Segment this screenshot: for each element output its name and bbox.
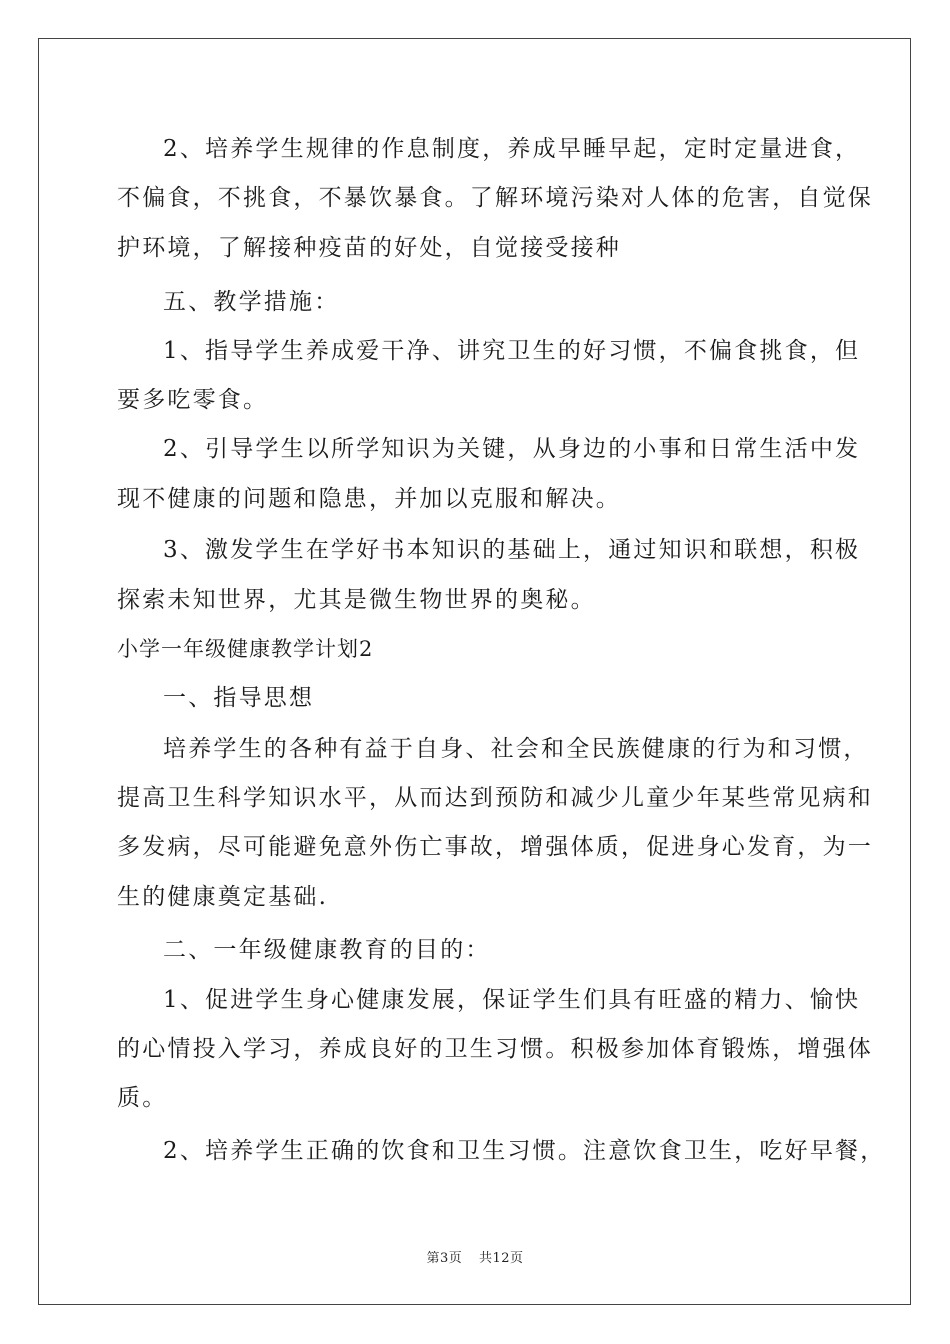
paragraph-line: 提高卫生科学知识水平，从而达到预防和减少儿童少年某些常见病和 (117, 785, 873, 811)
paragraph-line: 护环境，了解接种疫苗的好处，自觉接受接种 (117, 235, 621, 261)
paragraph-line: 探索未知世界，尤其是微生物世界的奥秘。 (117, 587, 596, 613)
paragraph-line: 3、激发学生在学好书本知识的基础上，通过知识和联想，积极 (163, 537, 861, 563)
paragraph-line: 不偏食，不挑食，不暴饮暴食。了解环境污染对人体的危害，自觉保 (117, 185, 873, 211)
page-frame (38, 38, 911, 1305)
page-footer (0, 1247, 950, 1266)
page-total: 共12页 (478, 1251, 524, 1266)
paragraph-line: 的心情投入学习，养成良好的卫生习惯。积极参加体育锻炼，增强体 (117, 1036, 873, 1062)
section-heading: 二、一年级健康教育的目的： (163, 937, 491, 963)
paragraph-line: 2、培养学生规律的作息制度，养成早睡早起，定时定量进食， (163, 136, 861, 162)
paragraph-line: 2、引导学生以所学知识为关键，从身边的小事和日常生活中发 (163, 436, 861, 462)
paragraph-line: 多发病，尽可能避免意外伤亡事故，增强体质，促进身心发育，为一 (117, 834, 873, 860)
paragraph-line: 生的健康奠定基础. (117, 884, 329, 910)
paragraph-line: 1、指导学生养成爱干净、讲究卫生的好习惯，不偏食挑食，但 (163, 338, 861, 364)
section-heading: 五、教学措施： (163, 289, 340, 315)
paragraph-line: 现不健康的问题和隐患，并加以克服和解决。 (117, 486, 621, 512)
section-heading: 一、指导思想 (163, 685, 315, 711)
page-number: 第3页 (426, 1251, 463, 1266)
paragraph-line: 质。 (117, 1085, 168, 1111)
paragraph-line: 培养学生的各种有益于自身、社会和全民族健康的行为和习惯， (163, 736, 869, 762)
document-title: 小学一年级健康教学计划2 (117, 637, 374, 661)
paragraph-line: 2、培养学生正确的饮食和卫生习惯。注意饮食卫生，吃好早餐， (163, 1138, 886, 1164)
paragraph-line: 1、促进学生身心健康发展，保证学生们具有旺盛的精力、愉快 (163, 987, 861, 1013)
paragraph-line: 要多吃零食。 (117, 387, 269, 413)
